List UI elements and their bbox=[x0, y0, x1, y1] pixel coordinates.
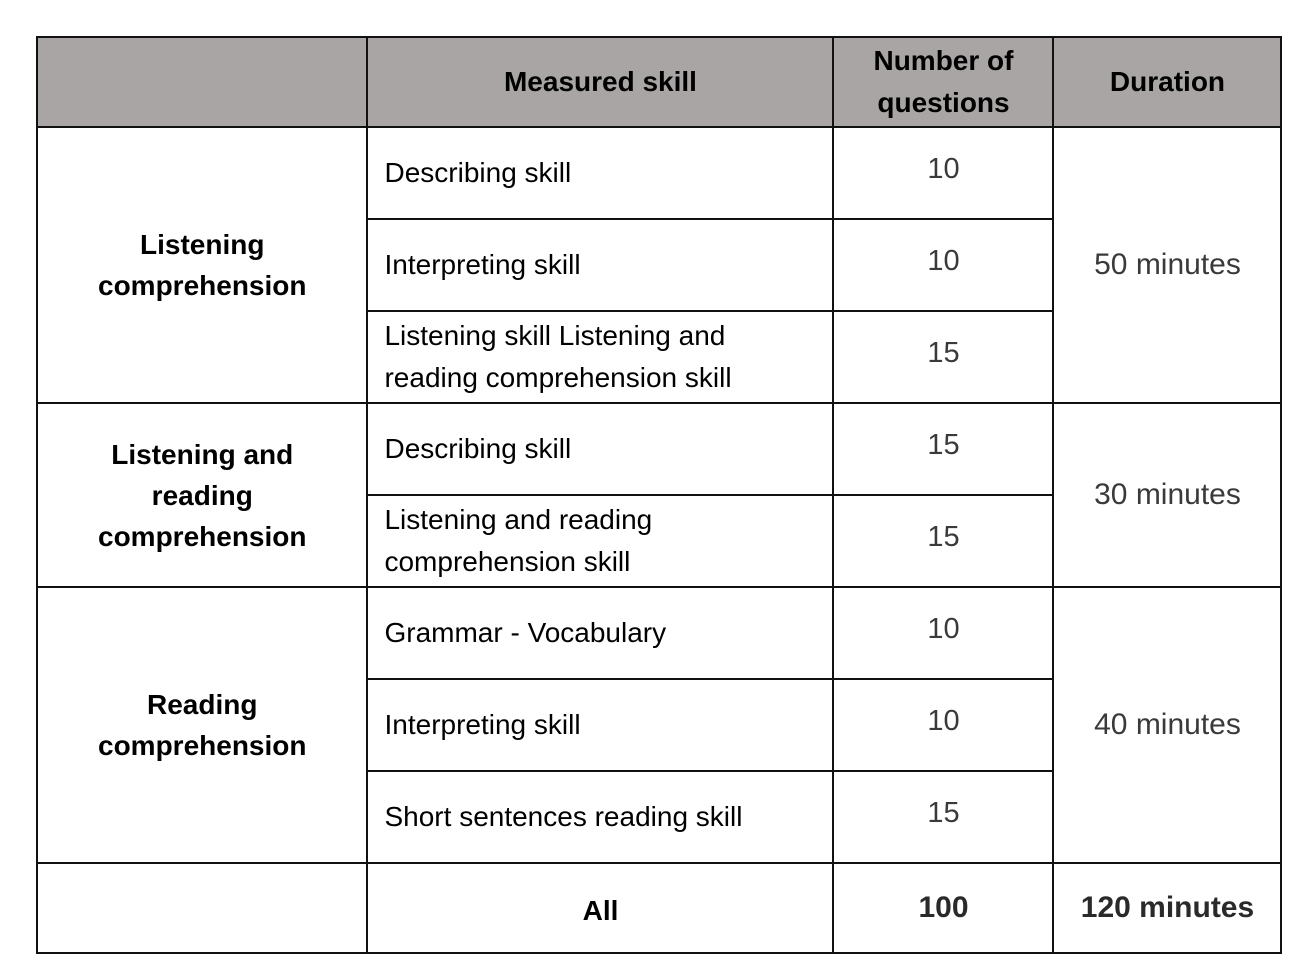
total-question-count: 100 bbox=[833, 863, 1053, 953]
section-name: Listening comprehension bbox=[37, 127, 367, 403]
skill-cell: Listening and reading comprehension skill bbox=[367, 495, 833, 587]
skill-cell: Describing skill bbox=[367, 127, 833, 219]
total-section-cell bbox=[37, 863, 367, 953]
skill-cell: Listening skill Listening and reading comprehension skill bbox=[367, 311, 833, 403]
duration-cell: 40 minutes bbox=[1053, 587, 1281, 863]
question-count-cell: 10 bbox=[833, 679, 1053, 771]
question-count-cell: 15 bbox=[833, 311, 1053, 403]
skill-cell: Interpreting skill bbox=[367, 679, 833, 771]
skill-cell: Interpreting skill bbox=[367, 219, 833, 311]
section-name: Reading comprehension bbox=[37, 587, 367, 863]
table-row bbox=[37, 127, 1281, 219]
table-row bbox=[37, 587, 1281, 679]
skill-cell: Grammar - Vocabulary bbox=[367, 587, 833, 679]
total-label: All bbox=[367, 863, 833, 953]
exam-structure-table bbox=[36, 36, 1282, 954]
skill-cell: Short sentences reading skill bbox=[367, 771, 833, 863]
duration-cell: 30 minutes bbox=[1053, 403, 1281, 587]
question-count-cell: 15 bbox=[833, 495, 1053, 587]
duration-cell: 50 minutes bbox=[1053, 127, 1281, 403]
section-name: Listening and reading comprehension bbox=[37, 403, 367, 587]
table-header-row bbox=[37, 37, 1281, 127]
table-row bbox=[37, 403, 1281, 495]
header-duration: Duration bbox=[1053, 37, 1281, 127]
header-section bbox=[37, 37, 367, 127]
header-measured-skill: Measured skill bbox=[367, 37, 833, 127]
question-count-cell: 15 bbox=[833, 403, 1053, 495]
question-count-cell: 10 bbox=[833, 587, 1053, 679]
question-count-cell: 15 bbox=[833, 771, 1053, 863]
total-duration: 120 minutes bbox=[1053, 863, 1281, 953]
total-row bbox=[37, 863, 1281, 953]
skill-cell: Describing skill bbox=[367, 403, 833, 495]
header-number-of-questions: Number of questions bbox=[833, 37, 1053, 127]
question-count-cell: 10 bbox=[833, 127, 1053, 219]
question-count-cell: 10 bbox=[833, 219, 1053, 311]
